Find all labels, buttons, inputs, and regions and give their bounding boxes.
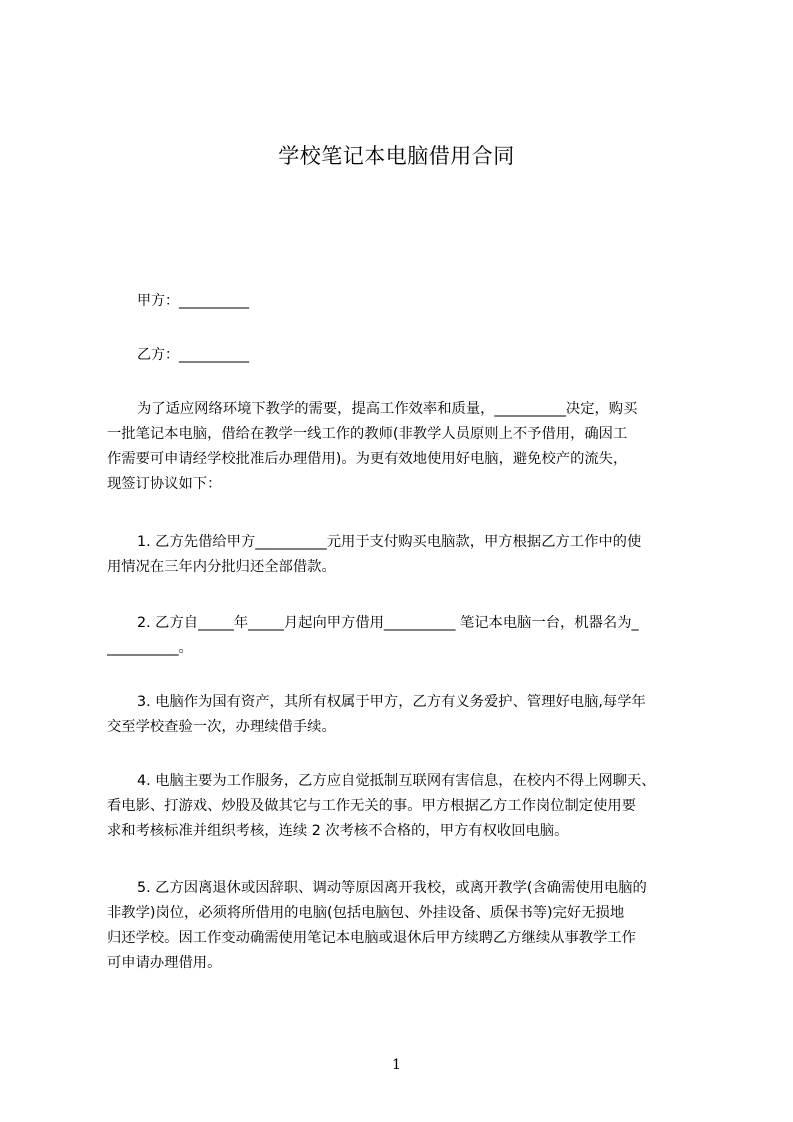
- clause-3: [107, 690, 709, 740]
- paragraph-line: 5. 乙方因离退休或因辞职、调动等原因离开我校，或离开教学(含确需使用电脑的: [137, 880, 647, 896]
- paragraph-line: 非教学)岗位，必须将所借用的电脑(包括电脑包、外挂设备、质保书等)完好无损地: [107, 905, 625, 921]
- paragraph-line: 交至学校查验一次，办理续借手续。: [107, 719, 336, 735]
- paragraph-line: 3. 电脑作为国有资产，其所有权属于甲方，乙方有义务爱护、管理好电脑,每学年: [137, 694, 646, 710]
- paragraph-line: 为了适应网络环境下教学的需要，提高工作效率和质量，__________决定，购买: [137, 401, 638, 417]
- paragraph-line: 一批笔记本电脑，借给在教学一线工作的教师(非教学人员原则上不予借用，确因工: [107, 426, 628, 442]
- paragraph-line: 2. 乙方自_____年_____月起向甲方借用__________ 笔记本电脑一台，机器名为_: [137, 615, 639, 631]
- document-title: 学校笔记本电脑借用合同: [278, 144, 515, 168]
- paragraph-line: 求和考核标准并组织考核，连续 2 次考核不合格的，甲方有权收回电脑。: [107, 823, 569, 839]
- paragraph-line: 4. 电脑主要为工作服务，乙方应自觉抵制互联网有害信息，在校内不得上网聊天、: [137, 773, 656, 789]
- paragraph-line: 可申请办理借用。: [107, 955, 222, 971]
- clause-4: [107, 769, 709, 844]
- page-number: 1: [392, 1057, 401, 1073]
- paragraph-line: 看电影、打游戏、炒股及做其它与工作无关的事。甲方根据乙方工作岗位制定使用要: [107, 798, 636, 814]
- party-b-line: 乙方：__________: [137, 347, 249, 363]
- paragraph-line: 现签订协议如下：: [107, 476, 222, 492]
- intro-paragraph: [107, 397, 709, 497]
- clause-1: [107, 530, 709, 580]
- paragraph-line: __________。: [107, 640, 193, 656]
- paragraph-line: 归还学校。因工作变动确需使用笔记本电脑或退休后甲方续聘乙方继续从事教学工作: [107, 930, 636, 946]
- paragraph-line: 用情况在三年内分批归还全部借款。: [107, 559, 336, 575]
- clause-5: [107, 876, 709, 976]
- paragraph-line: 1. 乙方先借给甲方__________元用于支付购买电脑款，甲方根据乙方工作中的使: [137, 534, 642, 550]
- paragraph-line: 作需要可申请经学校批准后办理借用)。为更有效地使用好电脑，避免校产的流失，: [107, 451, 628, 467]
- clause-2: [107, 611, 709, 661]
- party-a-line: 甲方：__________: [137, 293, 249, 309]
